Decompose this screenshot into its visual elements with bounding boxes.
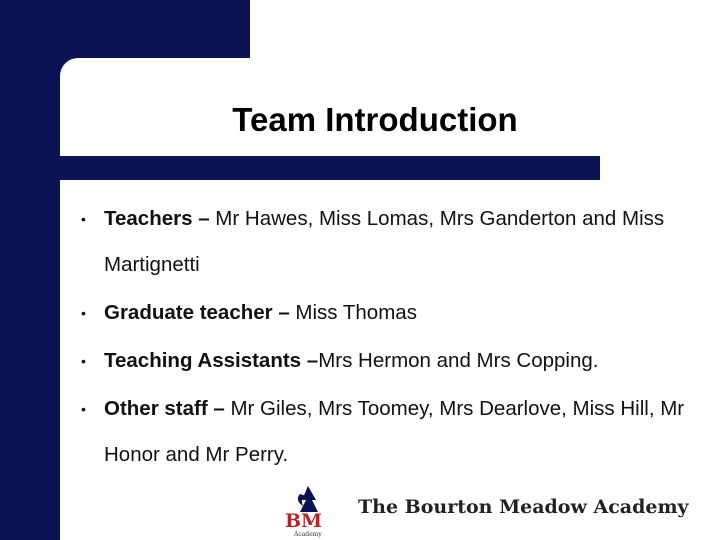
academy-name: The Bourton Meadow Academy [358,496,689,518]
bullet-dot: • [81,353,86,369]
svg-text:BM: BM [285,510,323,532]
bullet-other-staff [78,386,698,478]
bullet-teaching-assistants [78,338,698,384]
bullet-dot: • [81,401,86,417]
bullet-label: Teaching Assistants – [104,349,319,372]
bullet-text: Mrs Hermon and Mrs Copping. [318,349,599,372]
title-underbar [60,156,600,180]
bullet-label: Other staff – [104,397,225,420]
svg-text:Academy: Academy [294,531,322,538]
bullet-text: Miss Thomas [289,301,417,324]
bullet-list [78,196,698,480]
bullet-label: Graduate teacher – [104,301,290,324]
slide-title: Team Introduction [232,101,518,138]
bullet-dot: • [81,305,86,321]
bullet-text: Mr Giles, Mrs Toomey, Mrs Dearlove, Miss Hill, Mr Honor and Mr Perry. [104,397,685,466]
bullet-text: Mr Hawes, Miss Lomas, Mrs Ganderton and Miss Martignetti [104,207,665,276]
bullet-graduate-teacher [78,290,698,336]
bullet-dot: • [81,211,86,227]
bullet-label: Teachers – [104,207,210,230]
bullet-teachers [78,196,698,288]
academy-logo-icon [278,482,336,538]
